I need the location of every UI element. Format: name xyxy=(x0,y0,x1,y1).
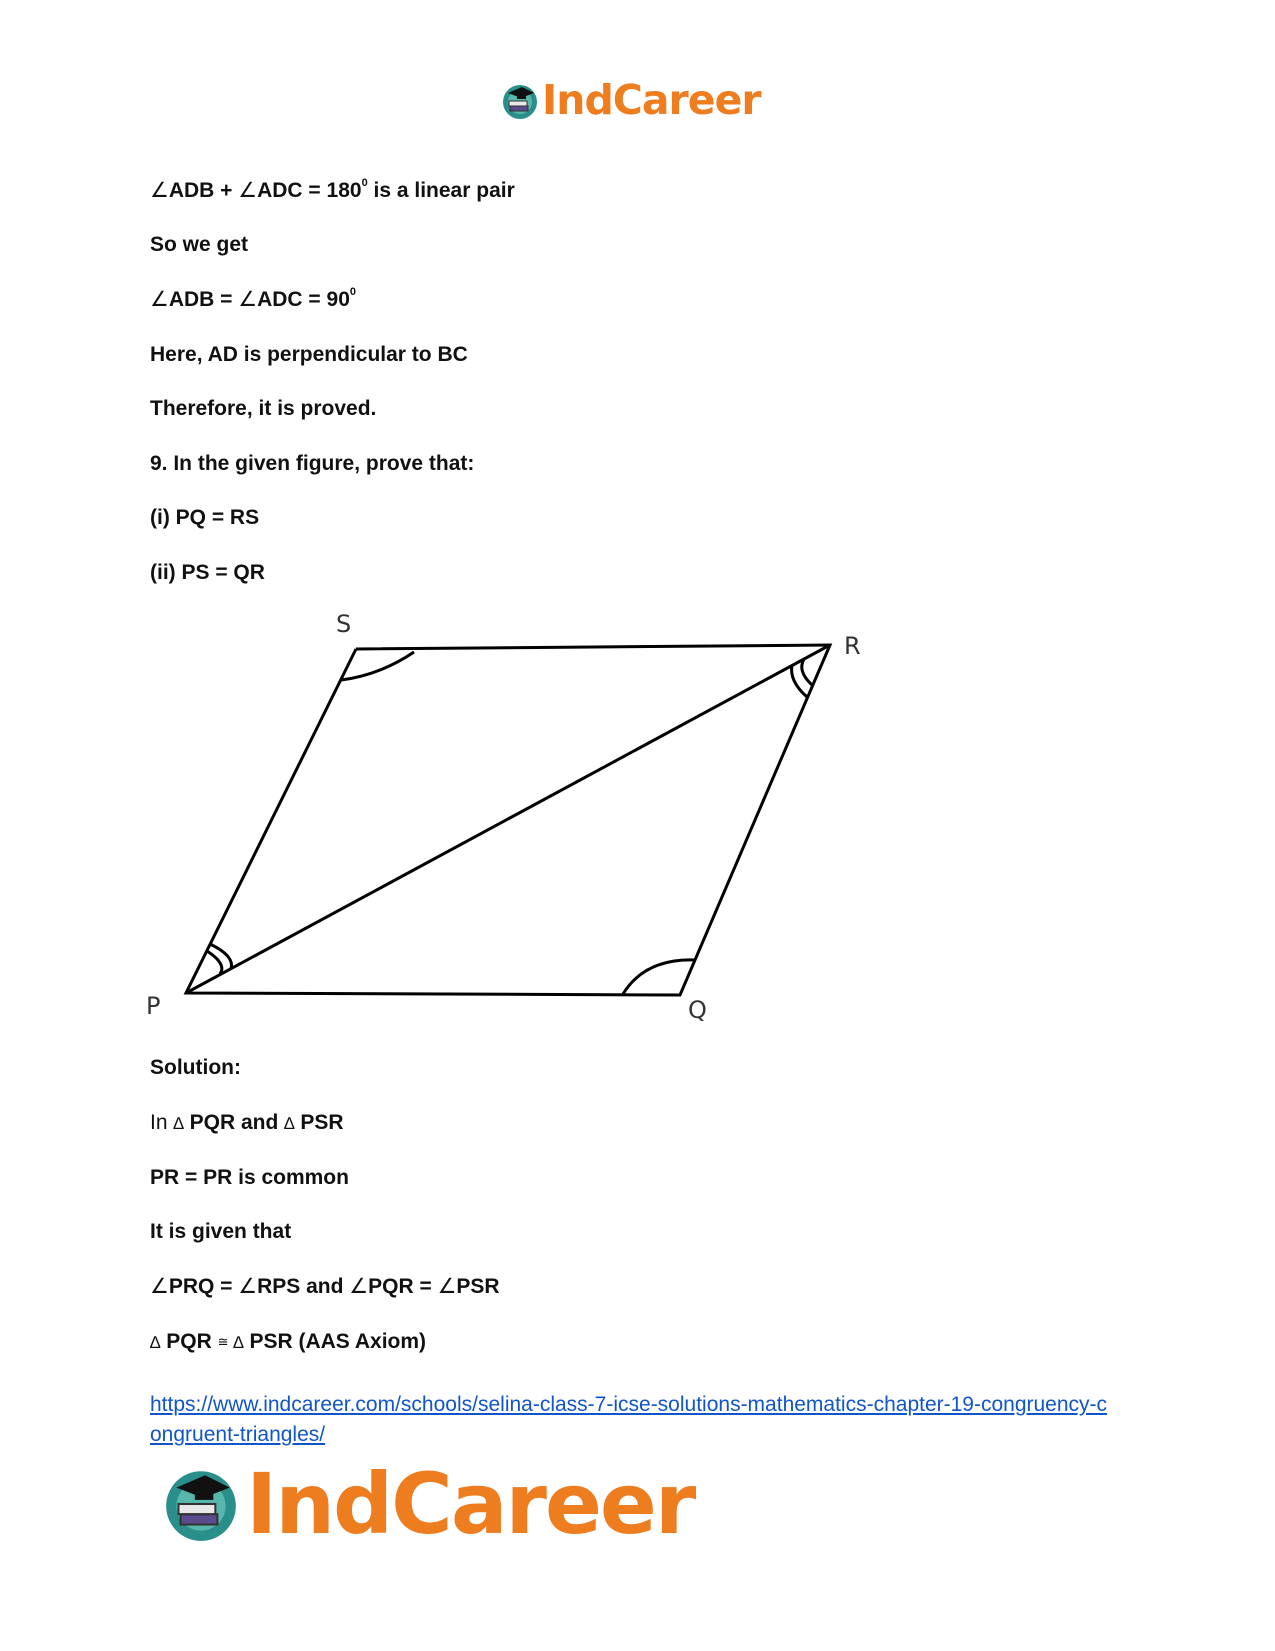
question-9-heading: 9. In the given figure, prove that: xyxy=(150,452,475,475)
vertex-label-r: R xyxy=(844,632,861,660)
vertex-label-q: Q xyxy=(688,996,707,1024)
graduation-cap-books-globe-icon xyxy=(500,81,540,121)
indcareer-logo-header xyxy=(500,76,761,124)
text-line-common-side: PR = PR is common xyxy=(150,1166,349,1189)
angle-arc-r-outer xyxy=(792,665,807,697)
text-line-given: It is given that xyxy=(150,1220,292,1243)
graduation-cap-books-globe-icon xyxy=(160,1463,242,1545)
question-9-part-ii: (ii) PS = QR xyxy=(150,561,265,584)
text-line-congruence: ∆ PQR ≅ ∆ PSR (AAS Axiom) xyxy=(150,1330,427,1353)
text-line-angles-90: ∠ADB = ∠ADC = $90^0$ xyxy=(150,286,357,311)
angle-arc-r-inner xyxy=(802,659,812,685)
indcareer-logo-footer xyxy=(160,1455,695,1553)
text-line-linear-pair: ∠ADB + ∠ADC = $180^0$ is a linear pair xyxy=(150,177,515,202)
question-9-part-i: (i) PQ = RS xyxy=(150,506,260,529)
angle-arc-q xyxy=(623,960,696,994)
text-line-proved: Therefore, it is proved. xyxy=(150,397,377,420)
source-url-link[interactable]: https://www.indcareer.com/schools/selina-class-7-icse-solutions-mathematics-chapter-19-congruency-congruent-triangles/ xyxy=(150,1393,1108,1446)
solution-heading: Solution: xyxy=(150,1056,241,1079)
logo-wordmark: IndCareer xyxy=(542,76,761,124)
diagonal-pr xyxy=(186,645,830,993)
logo-wordmark: IndCareer xyxy=(246,1455,695,1553)
text-line-triangles: In ∆ PQR and ∆ PSR xyxy=(150,1111,344,1134)
text-line-angle-equalities: ∠PRQ = ∠RPS and ∠PQR = ∠PSR xyxy=(150,1275,500,1298)
vertex-label-s: S xyxy=(336,610,352,638)
text-line-perpendicular: Here, AD is perpendicular to BC xyxy=(150,343,468,366)
parallelogram-figure xyxy=(140,610,880,1035)
text-line-so-we-get: So we get xyxy=(150,233,249,256)
vertex-label-p: P xyxy=(146,992,161,1020)
angle-arc-p-inner xyxy=(207,951,222,974)
